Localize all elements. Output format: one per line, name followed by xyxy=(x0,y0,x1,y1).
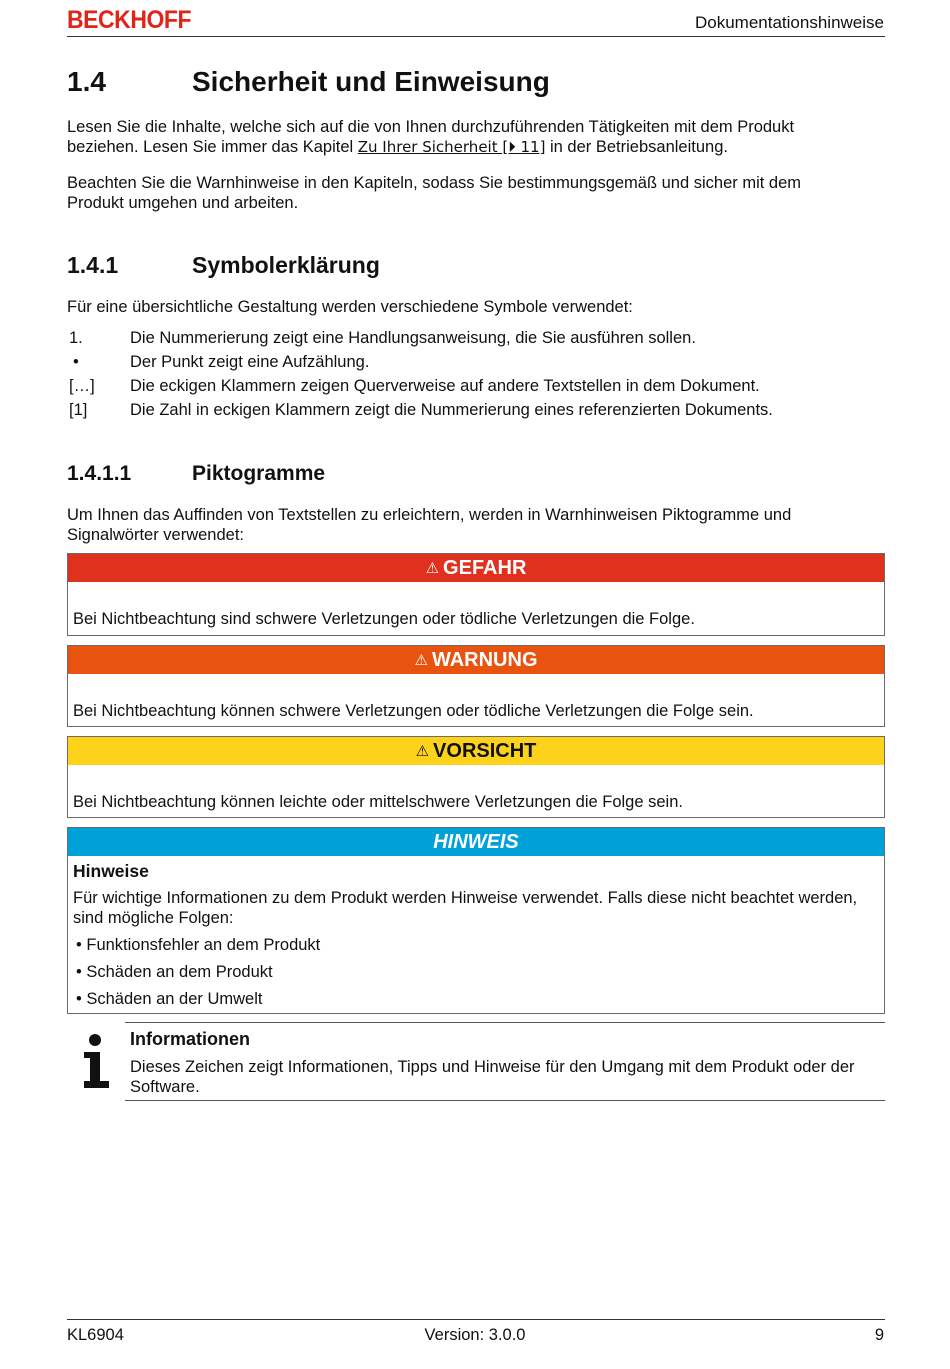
symbol-row xyxy=(67,353,885,377)
symbol: […] xyxy=(69,377,95,395)
list-item-text: Schäden an der Umwelt xyxy=(86,990,263,1008)
notice-text: Für wichtige Informationen zu dem Produkt werden Hinweise verwendet. Falls diese nicht beachtet werden, sind mögliche Folgen: xyxy=(73,889,858,927)
danger-label: GEFAHR xyxy=(443,557,527,579)
info-text: Dieses Zeichen zeigt Informationen, Tipps und Hinweise für den Umgang mit dem Produkt oder der Software. xyxy=(130,1058,855,1096)
notice-heading: Hinweise xyxy=(73,861,149,881)
symbol: • xyxy=(73,353,79,371)
symbol-description: Der Punkt zeigt eine Aufzählung. xyxy=(130,353,370,371)
caution-text: Bei Nichtbeachtung können leichte oder mittelschwere Verletzungen die Folge sein. xyxy=(73,793,683,811)
warning-box xyxy=(67,645,885,727)
warning-triangle-icon: ⚠ xyxy=(425,559,440,577)
footer-version: Version: 3.0.0 xyxy=(424,1326,526,1344)
symbol-description: Die eckigen Klammern zeigen Querverweise auf andere Textstellen in dem Dokument. xyxy=(130,377,760,395)
symbol-description: Die Nummerierung zeigt eine Handlungsanweisung, die Sie ausführen sollen. xyxy=(130,329,696,347)
subsection-title: Symbolerklärung xyxy=(192,252,380,278)
symbol-row xyxy=(67,401,885,425)
subsubsection-title: Piktogramme xyxy=(192,462,326,485)
section-number: 1.4 xyxy=(67,66,106,97)
danger-text: Bei Nichtbeachtung sind schwere Verletzungen oder tödliche Verletzungen die Folge. xyxy=(73,610,695,628)
symbol-description: Die Zahl in eckigen Klammern zeigt die Nummerierung eines referenzierten Dokuments. xyxy=(130,401,773,419)
info-title: Informationen xyxy=(130,1029,250,1049)
subsubsection-number: 1.4.1.1 xyxy=(67,462,132,485)
info-bottom-rule xyxy=(125,1100,885,1101)
info-top-rule xyxy=(125,1022,885,1023)
symbol-row xyxy=(67,329,885,353)
beckhoff-logo: BECKHOFF xyxy=(67,6,192,34)
warning-text: Bei Nichtbeachtung können schwere Verletzungen oder tödliche Verletzungen die Folge sein. xyxy=(73,702,754,720)
info-icon xyxy=(84,1034,110,1090)
subsection-intro: Für eine übersichtliche Gestaltung werden verschiedene Symbole verwendet: xyxy=(67,298,633,316)
warning-label: WARNUNG xyxy=(431,649,538,671)
warning-triangle-icon: ⚠ xyxy=(414,651,428,669)
danger-box xyxy=(67,553,885,636)
caution-box xyxy=(67,736,885,818)
section-paragraph-1 xyxy=(67,117,857,157)
caution-header xyxy=(68,737,884,765)
list-item-text: Schäden an dem Produkt xyxy=(86,963,273,981)
list-item: • Schäden an der Umwelt xyxy=(76,990,263,1008)
paragraph-text: Lesen Sie die Inhalte, welche sich auf die von Ihnen durchzuführenden Tätigkeiten mit dem Produkt beziehen. Lesen Sie immer das Kapitel xyxy=(67,118,795,156)
header-title: Dokumentationshinweise xyxy=(695,13,884,32)
footer-product: KL6904 xyxy=(67,1326,124,1344)
subsubsection-intro: Um Ihnen das Auffinden von Textstellen zu erleichtern, werden in Warnhinweisen Piktogramme und Signalwörter verwendet: xyxy=(67,506,792,544)
header-divider xyxy=(67,36,885,37)
list-item-text: Funktionsfehler an dem Produkt xyxy=(86,936,321,954)
list-item: • Funktionsfehler an dem Produkt xyxy=(76,936,321,954)
section-title: Sicherheit und Einweisung xyxy=(192,66,550,97)
warning-triangle-icon: ⚠ xyxy=(415,742,430,760)
notice-header: HINWEIS xyxy=(68,828,884,856)
symbol-row xyxy=(67,377,885,401)
subsection-number: 1.4.1 xyxy=(67,252,119,278)
safety-chapter-link[interactable]: Zu Ihrer Sicherheit [⏵ 11] xyxy=(357,138,546,156)
notice-list xyxy=(68,932,884,1013)
list-item: • Schäden an dem Produkt xyxy=(76,963,273,981)
footer-divider xyxy=(67,1319,885,1320)
warning-header xyxy=(68,646,884,674)
footer-page-number: 9 xyxy=(874,1326,884,1344)
caution-label: VORSICHT xyxy=(433,740,537,762)
notice-box xyxy=(67,827,885,1014)
danger-header xyxy=(68,554,884,582)
symbol: 1. xyxy=(69,329,83,347)
symbol: [1] xyxy=(69,401,88,419)
paragraph-text: in der Betriebsanleitung. xyxy=(545,138,728,156)
section-paragraph-2: Beachten Sie die Warnhinweise in den Kapiteln, sodass Sie bestimmungsgemäß und sicher mit dem Produkt umgehen und arbeiten. xyxy=(67,174,802,212)
